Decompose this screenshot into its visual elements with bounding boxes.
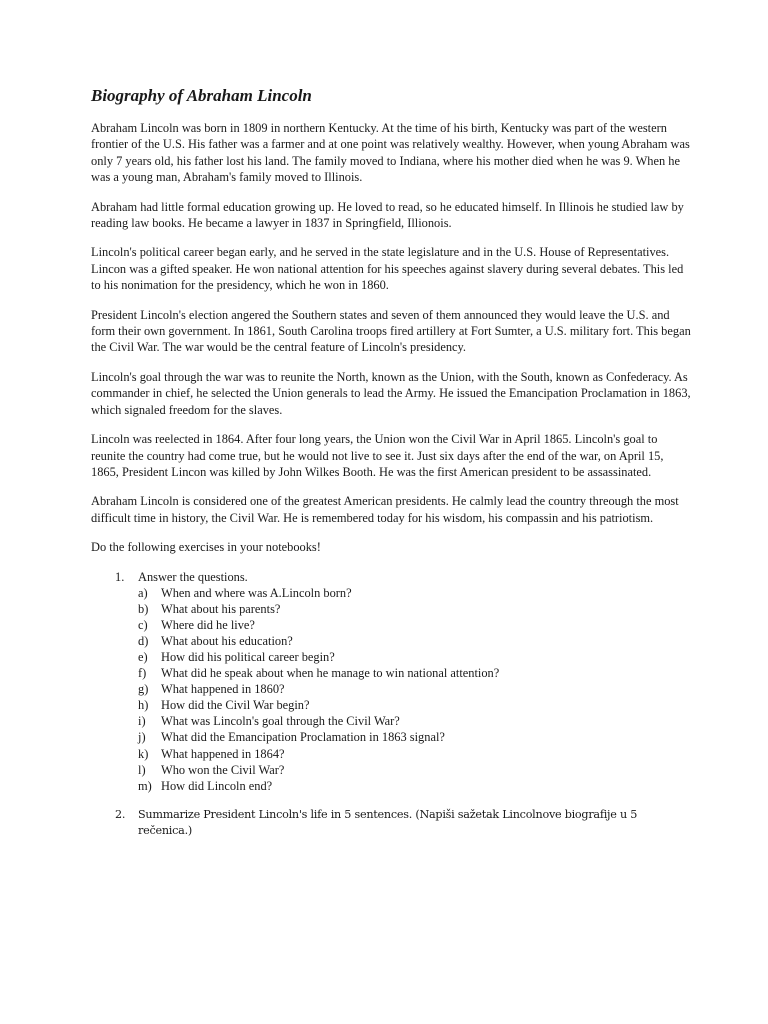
question-text: What about his education? <box>161 633 293 648</box>
question-letter: c) <box>138 617 148 632</box>
question-letter: i) <box>138 714 146 729</box>
exercise-1 <box>91 569 691 794</box>
question-item <box>138 665 691 681</box>
exercise-1-number: 1. <box>115 569 125 584</box>
question-letter: a) <box>138 585 148 600</box>
question-item <box>138 713 691 729</box>
question-letter: j) <box>138 730 146 745</box>
question-item <box>138 746 691 762</box>
paragraph-civil-war-start: President Lincoln's election angered the Southern states and seven of them announced they would leave the U.S. and form their own government. In 1861, South Carolina troops fired artillery at Fort Sumter, a U.S. military fort. This began the Civil War. The war would be the central feature of Lincoln's presidency. <box>91 307 691 355</box>
paragraph-birth: Abraham Lincoln was born in 1809 in northern Kentucky. At the time of his birth, Kentucky was part of the western frontier of the U.S. His father was a farmer and at one point was relatively wealthy. However, when young Abraham was only 7 years old, his father lost his land. The family moved to Indiana, where his mother died when he was 9. When he was a young man, Abraham's family moved to Illinois. <box>91 121 690 185</box>
question-text: What happened in 1860? <box>161 682 285 697</box>
exercise-2 <box>91 807 691 839</box>
question-item <box>138 601 691 617</box>
paragraph-legacy: Abraham Lincoln is considered one of the greatest American presidents. He calmly lead the country threough the most difficult time in history, the Civil War. He is remembered today for his wisdom, his compassin and his patriotism. <box>91 494 679 525</box>
paragraph-education: Abraham had little formal education growing up. He loved to read, so he educated himself. In Illinois he studied law by reading law books. He became a lawyer in 1837 in Springfield, Illionois. <box>91 199 684 231</box>
question-item <box>138 633 691 649</box>
question-text: Where did he live? <box>161 617 255 632</box>
question-text: What about his parents? <box>161 601 281 616</box>
question-text: How did Lincoln end? <box>161 778 273 793</box>
question-item <box>138 697 691 713</box>
question-letter: d) <box>138 633 149 648</box>
question-letter: m) <box>138 778 152 793</box>
question-letter: e) <box>138 650 148 664</box>
exercise-2-text: Summarize President Lincoln's life in 5 sentences. (Napiši sažetak Lincolnove biografije u 5 rečenica.) <box>138 807 638 837</box>
question-text: Who won the Civil War? <box>161 762 285 777</box>
paragraph-reelection-death: Lincoln was reelected in 1864. After four long years, the Union won the Civil War in April 1865. Lincoln's goal to reunite the country had come true, but he would not live to see it. Just six days after the end of the war, on April 15, 1865, President Lincon was killed by John Wilkes Booth. He was the first American president to be assassinated. <box>91 432 664 479</box>
exercise-1-heading: Answer the questions. <box>138 569 248 584</box>
question-item <box>138 762 691 778</box>
question-letter: h) <box>138 698 149 713</box>
question-text: What happened in 1864? <box>161 746 285 761</box>
document-title: Biography of Abraham Lincoln <box>91 86 312 105</box>
question-item <box>138 729 691 745</box>
question-item <box>138 778 691 794</box>
question-item <box>138 649 691 665</box>
exercise-2-number: 2. <box>115 807 126 821</box>
question-text: What was Lincoln's goal through the Civil War? <box>161 714 400 729</box>
question-text: What did he speak about when he manage to win national attention? <box>161 666 500 681</box>
question-item <box>138 585 691 601</box>
question-text: How did the Civil War begin? <box>161 698 310 713</box>
paragraph-political-career: Lincoln's political career began early, and he served in the state legislature and in the U.S. House of Representatives. Lincon was a gifted speaker. He won national attention for his speeches against slavery during several debates. This led to his nonimation for the presidency, which he won in 1860. <box>91 245 684 293</box>
question-letter: g) <box>138 682 149 697</box>
question-item <box>138 617 691 633</box>
question-text: When and where was A.Lincoln born? <box>161 585 352 600</box>
question-text: How did his political career begin? <box>161 650 335 664</box>
question-letter: l) <box>138 762 146 777</box>
question-letter: f) <box>138 666 147 681</box>
document-page <box>91 86 691 839</box>
question-item <box>138 681 691 697</box>
question-text: What did the Emancipation Proclamation in 1863 signal? <box>161 730 445 745</box>
paragraph-war-goal: Lincoln's goal through the war was to reunite the North, known as the Union, with the South, known as Confederacy. As commander in chief, he selected the Union generals to lead the Army. He issued the Emancipation Proclamation in 1863, which signaled freedom for the slaves. <box>91 369 691 417</box>
question-list <box>138 585 691 794</box>
question-letter: b) <box>138 601 149 616</box>
exercise-instruction: Do the following exercises in your notebooks! <box>91 540 321 555</box>
question-letter: k) <box>138 746 149 761</box>
